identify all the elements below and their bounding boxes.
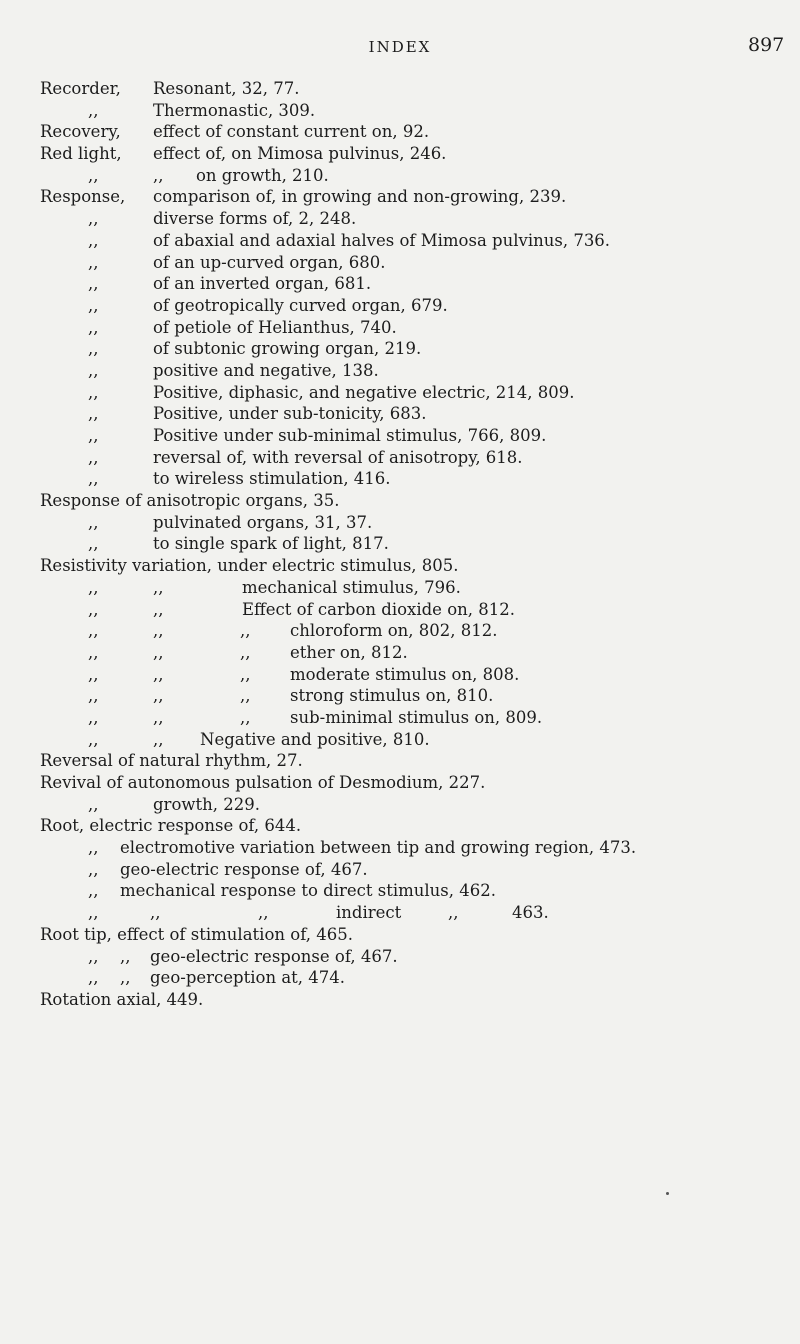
ditto-mark: ,,	[88, 230, 99, 250]
ditto-mark: ,,	[88, 469, 99, 489]
entry-text: geo-electric response of, 467.	[120, 859, 368, 879]
index-line	[0, 577, 800, 599]
index-line	[0, 121, 800, 143]
ditto-mark: ,,	[240, 621, 251, 641]
index-line	[0, 208, 800, 230]
entry-head: Revival of autonomous pulsation of Desmodium, 227.	[40, 773, 486, 792]
index-line	[0, 772, 800, 794]
entry-text: effect of, on Mimosa pulvinus, 246.	[153, 144, 447, 164]
entry-head: Root, electric response of, 644.	[40, 816, 302, 836]
index-line	[0, 360, 800, 382]
entry-text: to wireless stimulation, 416.	[153, 469, 391, 489]
index-line	[0, 707, 800, 729]
entry-text: Negative and positive, 810.	[200, 729, 430, 749]
entry-head: Red light,	[40, 144, 122, 164]
entry-text: Resonant, 32, 77.	[153, 79, 300, 98]
ditto-mark: ,,	[88, 165, 99, 185]
ditto-mark: ,,	[153, 707, 164, 727]
index-line	[0, 902, 800, 924]
page-number: 897	[748, 34, 785, 56]
entry-text: reversal of, with reversal of anisotropy, 618.	[153, 447, 523, 467]
index-line	[0, 512, 800, 534]
ditto-mark: ,,	[153, 686, 164, 706]
ditto-mark: ,,	[153, 729, 164, 749]
entry-text: Effect of carbon dioxide on, 812.	[242, 599, 515, 619]
index-line	[0, 295, 800, 317]
index-line	[0, 338, 800, 360]
index-line	[0, 642, 800, 664]
ditto-mark: ,,	[240, 664, 251, 684]
ditto-mark: ,,	[88, 946, 99, 966]
index-line	[0, 794, 800, 816]
index-line	[0, 859, 800, 881]
entry-text: to single spark of light, 817.	[153, 534, 389, 554]
entry-head: Root tip, effect of stimulation of, 465.	[40, 924, 353, 944]
ditto-mark: ,,	[88, 209, 99, 229]
entry-head: Recovery,	[40, 122, 121, 142]
ditto-mark: ,,	[88, 838, 99, 858]
entry-head: Response of anisotropic organs, 35.	[40, 491, 340, 511]
index-line	[0, 403, 800, 425]
index-line	[0, 186, 800, 208]
ditto-mark: ,,	[448, 903, 459, 923]
entry-text: Positive, diphasic, and negative electric, 214, 809.	[153, 382, 575, 402]
index-line	[0, 143, 800, 165]
ditto-mark: ,,	[88, 664, 99, 684]
ditto-mark: ,,	[88, 360, 99, 380]
ditto-mark: ,,	[88, 426, 99, 445]
entry-text: comparison of, in growing and non-growing, 239.	[153, 187, 567, 207]
entry-head: Reversal of natural rhythm, 27.	[40, 751, 303, 771]
entry-text: geo-perception at, 474.	[150, 968, 346, 988]
ditto-mark: ,,	[153, 621, 164, 641]
entry-head: Response,	[40, 187, 126, 207]
index-line	[0, 468, 800, 490]
ditto-mark: ,,	[88, 447, 99, 467]
index-line	[0, 599, 800, 621]
entry-text: of an inverted organ, 681.	[153, 274, 372, 294]
entry-text: of an up-curved organ, 680.	[153, 252, 386, 272]
entry-text: chloroform on, 802, 812.	[290, 621, 498, 641]
ditto-mark: ,,	[88, 317, 99, 337]
index-line	[0, 685, 800, 707]
ditto-mark: ,,	[88, 382, 99, 402]
entry-text: ether on, 812.	[290, 642, 408, 662]
ditto-mark: ,,	[88, 512, 99, 532]
index-line	[0, 447, 800, 469]
ditto-mark: ,,	[88, 859, 99, 879]
ditto-mark: ,,	[88, 686, 99, 706]
ditto-mark: ,,	[153, 577, 164, 597]
index-line	[0, 490, 800, 512]
entry-text: mechanical response to direct stimulus, 462.	[120, 881, 497, 901]
index-line	[0, 837, 800, 859]
index-line	[0, 273, 800, 295]
entry-head: Rotation axial, 449.	[40, 989, 204, 1009]
index-line	[0, 750, 800, 772]
ditto-mark: ,,	[88, 534, 99, 554]
entry-text: Thermonastic, 309.	[153, 100, 316, 120]
entry-text: positive and negative, 138.	[153, 360, 379, 380]
ditto-mark: ,,	[120, 946, 131, 966]
ditto-mark: ,,	[258, 903, 269, 923]
index-line	[0, 425, 800, 447]
ditto-mark: ,,	[88, 100, 99, 120]
ditto-mark: ,,	[88, 642, 99, 662]
entry-text: Positive, under sub-tonicity, 683.	[153, 404, 427, 424]
index-line	[0, 967, 800, 989]
ditto-mark: ,,	[120, 968, 131, 988]
index-line	[0, 729, 800, 751]
index-line	[0, 946, 800, 968]
index-line	[0, 620, 800, 642]
entry-text: of geotropically curved organ, 679.	[153, 295, 448, 315]
ditto-mark: ,,	[240, 642, 251, 662]
ditto-mark: ,,	[153, 664, 164, 684]
index-line	[0, 924, 800, 946]
index-line	[0, 989, 800, 1011]
ditto-mark: ,,	[88, 252, 99, 272]
index-entries	[0, 78, 800, 1011]
ink-speck	[666, 1192, 669, 1195]
ditto-mark: ,,	[88, 968, 99, 988]
entry-text: sub-minimal stimulus on, 809.	[290, 707, 543, 727]
index-line	[0, 815, 800, 837]
ditto-mark: ,,	[240, 707, 251, 727]
entry-head: Resistivity variation, under electric stimulus, 805.	[40, 556, 459, 576]
index-line	[0, 252, 800, 274]
index-line	[0, 78, 800, 100]
ditto-mark: ,,	[88, 729, 99, 749]
running-header: INDEX	[368, 38, 432, 56]
entry-text: effect of constant current on, 92.	[153, 122, 430, 142]
ditto-mark: ,,	[88, 707, 99, 727]
entry-text: Positive under sub-minimal stimulus, 766, 809.	[153, 426, 547, 445]
ditto-mark: ,,	[153, 165, 164, 185]
ditto-mark: ,,	[88, 794, 99, 814]
ditto-mark: ,,	[88, 881, 99, 901]
ditto-mark: ,,	[88, 903, 99, 923]
entry-text: of abaxial and adaxial halves of Mimosa pulvinus, 736.	[153, 230, 611, 250]
entry-text: geo-electric response of, 467.	[150, 946, 398, 966]
entry-text: electromotive variation between tip and growing region, 473.	[120, 838, 637, 858]
entry-text: 463.	[512, 903, 549, 923]
index-line	[0, 382, 800, 404]
index-line	[0, 533, 800, 555]
index-line	[0, 230, 800, 252]
entry-text: of petiole of Helianthus, 740.	[153, 317, 397, 337]
index-line	[0, 317, 800, 339]
index-line	[0, 555, 800, 577]
entry-text: moderate stimulus on, 808.	[290, 664, 520, 684]
entry-text: pulvinated organs, 31, 37.	[153, 512, 373, 532]
ditto-mark: ,,	[153, 599, 164, 619]
entry-text: strong stimulus on, 810.	[290, 686, 494, 706]
ditto-mark: ,,	[88, 404, 99, 424]
ditto-mark: ,,	[150, 903, 161, 923]
ditto-mark: ,,	[88, 599, 99, 619]
ditto-mark: ,,	[88, 274, 99, 294]
ditto-mark: ,,	[153, 642, 164, 662]
entry-text: on growth, 210.	[196, 165, 329, 185]
ditto-mark: ,,	[88, 295, 99, 315]
ditto-mark: ,,	[88, 339, 99, 359]
entry-text: of subtonic growing organ, 219.	[153, 339, 422, 359]
entry-text: diverse forms of, 2, 248.	[153, 209, 357, 229]
ditto-mark: ,,	[88, 621, 99, 641]
ditto-mark: ,,	[88, 577, 99, 597]
entry-text: indirect	[336, 903, 402, 923]
entry-text: mechanical stimulus, 796.	[242, 577, 461, 597]
entry-head: Recorder,	[40, 79, 121, 98]
index-line	[0, 100, 800, 122]
index-line	[0, 880, 800, 902]
ditto-mark: ,,	[240, 686, 251, 706]
entry-text: growth, 229.	[153, 794, 260, 814]
index-line	[0, 165, 800, 187]
index-line	[0, 664, 800, 686]
